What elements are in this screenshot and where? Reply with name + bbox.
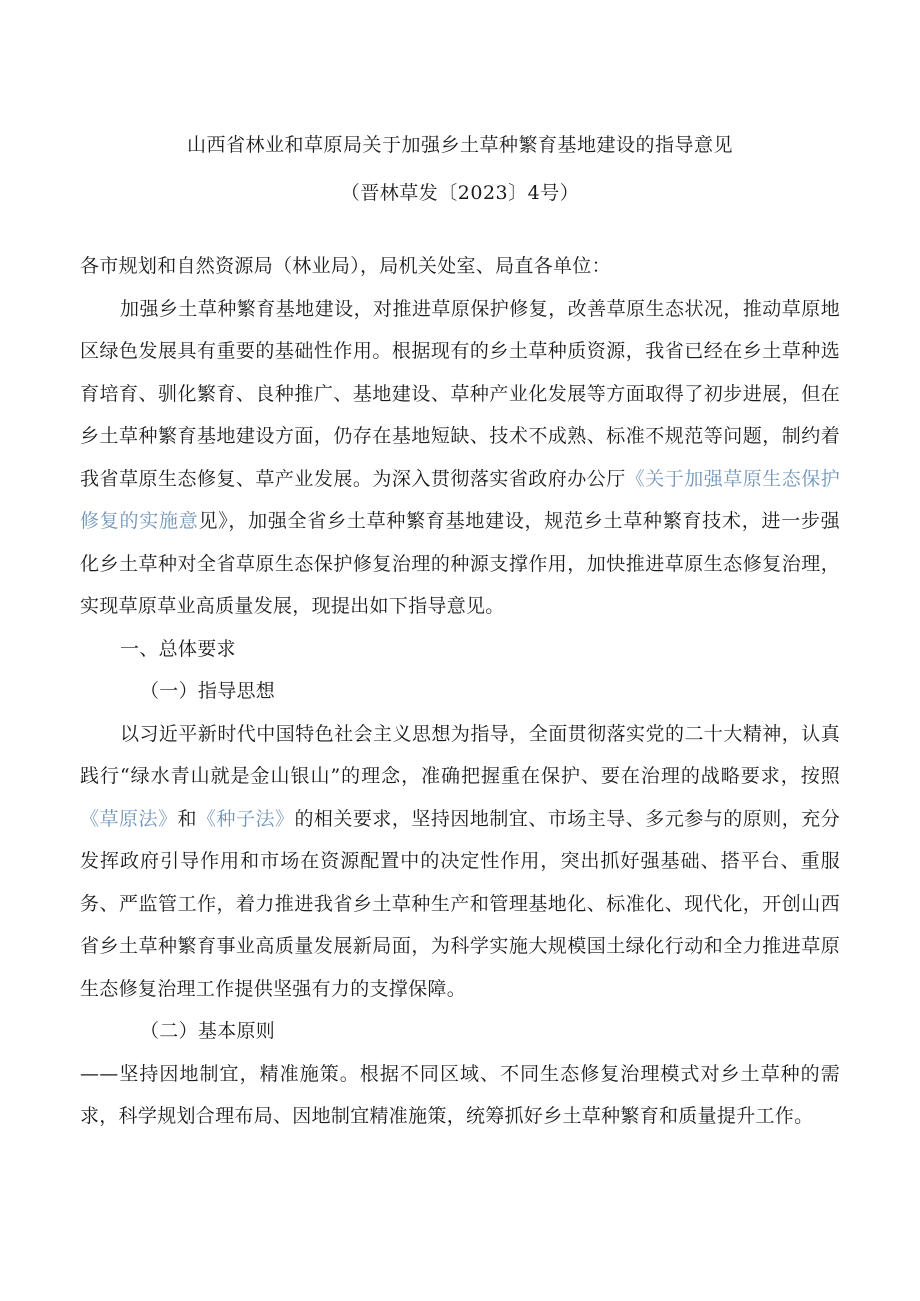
implementation-opinion-link[interactable]: 《关于加强草原生态保护修复的实施意 [80,467,840,532]
document-title: 山西省林业和草原局关于加强乡土草种繁育基地建设的指导意见 [186,134,733,156]
guiding-text-and: 和 [177,807,197,830]
intro-paragraph [80,288,840,628]
guiding-text-part1: 以习近平新时代中国特色社会主义思想为指导，全面贯彻落实党的二十大精神，认真践行“绿水青山就是金山银山”的理念，准确把握重在保护、要在治理的战略要求，按照 [80,722,840,787]
subsection-heading-guiding-thought: （一）指导思想 [140,680,276,702]
grassland-law-link[interactable]: 《草原法》 [80,807,178,830]
section-heading-general-requirements: 一、总体要求 [120,637,236,660]
principle-paragraph-1: ——坚持因地制宜，精准施策。根据不同区域、不同生态修复治理模式对乡土草种的需求，科学规划合理布局、因地制宜精准施策，统筹抓好乡土草种繁育和质量提升工作。 [80,1062,840,1127]
guiding-text-part2: 的相关要求，坚持因地制宜、市场主导、多元参与的原则，充分发挥政府引导作用和市场在资源配置中的决定性作用，突出抓好强基础、搭平台、重服务、严监管工作，着力推进我省乡土草种生产和管理基地化、标准化、现代化，开创山西省乡土草种繁育事业高质量发展新局面，为科学实施大规模国土绿化行动和全力推进草原生态修复治理工作提供坚强有力的支撑保障。 [80,807,840,1000]
document-number: （晋林草发〔2023〕4号） [340,182,580,204]
document-body [80,245,840,1138]
subsection-heading-basic-principles: （二）基本原则 [140,1020,276,1042]
guiding-thought-paragraph [80,713,840,1011]
seed-law-link[interactable]: 《种子法》 [196,807,295,830]
salutation: 各市规划和自然资源局（林业局），局机关处室、局直各单位： [80,255,611,277]
intro-text-part2: 见》，加强全省乡土草种繁育基地建设，规范乡土草种繁育技术，进一步强化乡土草种对全省草原生态保护修复治理的种源支撑作用，加快推进草原生态修复治理，实现草原草业高质量发展，现提出如下指导意见。 [80,510,840,617]
intro-text-part1: 加强乡土草种繁育基地建设，对推进草原保护修复，改善草原生态状况，推动草原地区绿色发展具有重要的基础性作用。根据现有的乡土草种质资源，我省已经在乡土草种选育培育、驯化繁育、良种推广、基地建设、草种产业化发展等方面取得了初步进展，但在乡土草种繁育基地建设方面，仍存在基地短缺、技术不成熟、标准不规范等问题，制约着我省草原生态修复、草产业发展。为深入贯彻落实省政府办公厅 [80,297,840,490]
